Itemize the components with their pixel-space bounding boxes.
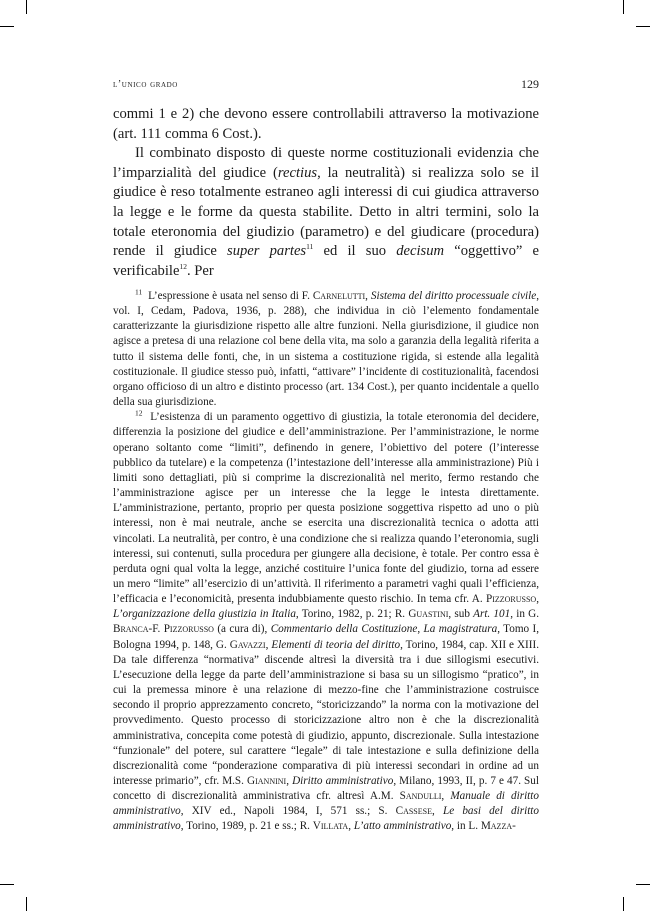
crop-mark — [636, 26, 650, 27]
crop-mark — [26, 897, 27, 911]
footnote-12: $^{12}$ L’esistenza di un paramento oggettivo di giustizia, la totale eteronomia del decidere, differenzia la posizione del giudice e dell’amministrazione. Per l’amministrazione, le norme operano soltanto come “limiti”, definendo in genere, l’obiettivo del potere (l’interesse pubblico da tutelare) e la competenza (l’intestazione dell’interesse alla amministrazione) Più i limiti sono dettagliati, più si comprime la discrezionalità nel merito, fermo restando che l’amministrazione agisce per un interesse che la legge le intesta direttamente. L’amministrazione, pertanto, proprio per questa posizione soggettiva rispetto ad uno o più interessi, non è mai neutrale, anche se esercita una discrezionalità tecnica o adotta atti vincolati. La neutralità, per contro, è una condizione che si realizza quando l’eteronomia, sugli interessi, sui contenuti, sulla procedura per giungere alla decisione, è totale. Per contro essa è perduta ogni qual volta la legge, anziché costituire l’unica fonte del giudizio, torna ad essere un mero “limite” all’esercizio di un’attività. Il riferimento a parametri vaghi quali l’efficienza, l’efficacia e l’economicità, presenta indubbiamente questo rischio. In tema cfr. A. Pizzorusso, L’organizzazione della giustizia in Italia, Torino, 1982, p. 21; R. Guastini, sub Art. 101, in G. Branca-F. Pizzorusso (a cura di), Commentario della Costituzione, La magistratura, Tomo I, Bologna 1994, p. 148, G. Gavazzi, Elementi di teoria del diritto, Torino, 1984, cap. XII e XIII. Da tale differenza “normativa” discende altresì la diversità tra i due sillogismi esecutivi. L’esecuzione della legge da parte dell’amministrazione si basa su un sillogismo “pratico”, in cui la premessa minore è una relazione di mezzo-fine che l’amministrazione costruisce secondo il proprio apprezzamento concreto, “storicizzando” la norma con la motivazione del provvedimento. Questo processo di storicizzazione altro non è che la discrezionalità amministrativa, concepita come potestà di giudizio, appunto, discrezionale. Sulla intestazione “funzionale” del potere, sul carattere “legale” di tale intestazione e sulla definizione della discrezionalità come “ponderazione comparativa di più interessi secondari in ordine ad un interesse primario”, cfr. M.S. Giannini, Diritto amministrativo, Milano, 1993, II, p. 7 e 47. Sul concetto di discrezionalità amministrativa cfr. altresì A.M. Sandulli, Manuale di diritto amministrativo, XIV ed., Napoli 1984, I, 571 ss.; S. Cassese, Le basi del diritto amministrativo, Torino, 1989, p. 21 e ss.; R. Villata, L’atto amministrativo, in L. Mazza- — [113, 408, 540, 833]
footnote-number: 12 — [135, 408, 143, 418]
crop-mark — [26, 0, 27, 14]
crop-mark — [0, 884, 14, 885]
paragraph: commi 1 e 2) che devono essere controllabili attraverso la motivazione (art. 111 comma 6 Cost.). — [113, 106, 539, 142]
running-title: l’unico grado — [113, 79, 178, 90]
footnote-number: 11 — [135, 287, 143, 297]
page-number: 129 — [521, 77, 539, 91]
footnote-ref[interactable]: 11 — [306, 242, 314, 252]
main-text — [113, 105, 539, 281]
crop-mark — [0, 26, 14, 27]
crop-mark — [623, 897, 624, 911]
crop-mark — [636, 884, 650, 885]
footnote-ref[interactable]: 12 — [179, 261, 187, 271]
crop-mark — [623, 0, 624, 14]
footnote-11: $^{11}$ L’espressione è usata nel senso di F. Carnelutti, Sistema del diritto processuale civile, vol. I, Cedam, Padova, 1936, p. 288), che individua in ciò l’elemento fondamentale caratterizzante la giurisdizione rispetto alle altre funzioni. Nella giurisdizione, il giudice non agisce a pretesa di una relazione col bene della vita, ma solo a garanzia della legalità riferita a tutto il sistema delle fonti, che, in un sistema a costituzione rigida, si estende alla legalità costituzionale. Il giudice stesso può, infatti, “attivare” l’incidente di costituzionalità, facendosi organo officioso di un altro e distinto processo (art. 134 Cost.), per quanto incidentale a quello della sua giurisdizione. — [113, 287, 540, 409]
paragraph: Il combinato disposto di queste norme costituzionali evidenzia che l’imparzialità del giudice (rectius, la neutralità) si realizza solo se il giudice è reso totalmente estraneo agli interessi di cui giudica attraverso la legge e le forme da questa stabilite. Detto in altri termini, solo la totale eteronomia del giudizio (parametro) e del giudicare (procedura) rende il giudice super partes$^{11}$ ed il suo decisum “oggettivo” e verificabile$^{12}$. Per — [113, 145, 539, 279]
footnotes — [113, 289, 539, 835]
